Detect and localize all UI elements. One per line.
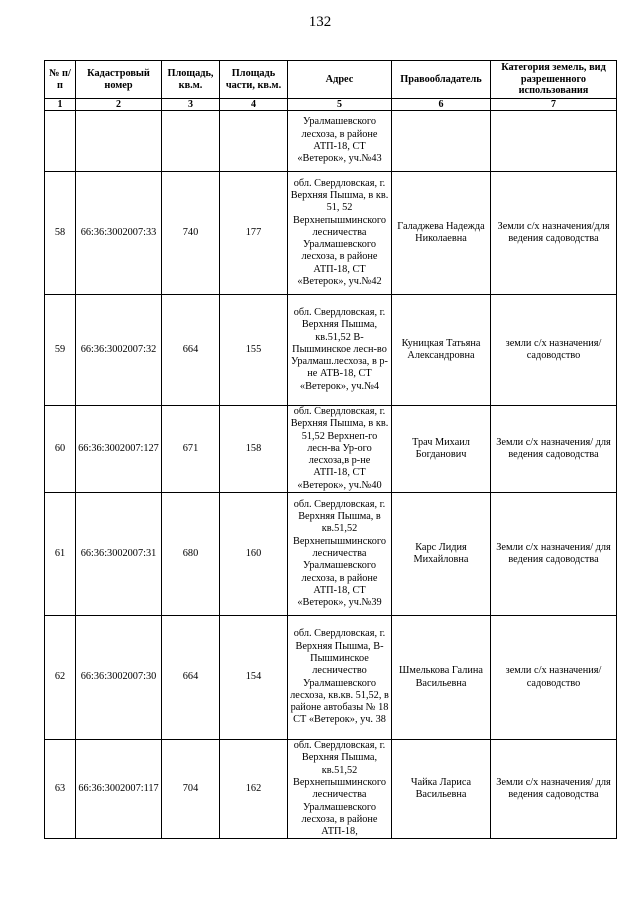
column-number-row — [45, 99, 617, 111]
header-cadastral: Кадастровый номер — [76, 61, 162, 99]
table-row — [45, 295, 617, 406]
column-number: 3 — [162, 99, 220, 111]
cell-owner: Карс Лидия Михайловна — [392, 493, 491, 616]
cell-address: обл. Свердловская, г. Верхняя Пышма, в кв. 51,52 Верхнеп-го лесн-ва Ур-ого лесхоза,в р-не АТП-18, СТ «Ветерок», уч.№40 — [288, 406, 392, 493]
cell-address: обл. Свердловская, г. Верхняя Пышма, В-Пышминское лесничество Уралмашевского лесхоза, кв.кв. 51,52, в районе автобазы № 18 СТ «Ветерок», уч. 38 — [288, 616, 392, 740]
header-part-area: Площадь части, кв.м. — [220, 61, 288, 99]
cell-area: 664 — [162, 295, 220, 406]
cell-num: 59 — [45, 295, 76, 406]
page-number: 132 — [308, 14, 332, 30]
cell-part-area — [220, 111, 288, 172]
cell-num: 63 — [45, 740, 76, 839]
cell-category: Земли с/х назначения/ для ведения садоводства — [491, 740, 617, 839]
land-register-table — [44, 60, 617, 839]
column-number: 1 — [45, 99, 76, 111]
table-row — [45, 616, 617, 740]
column-number: 7 — [491, 99, 617, 111]
cell-category: Земли с/х назначения/ для ведения садоводства — [491, 493, 617, 616]
cell-part-area: 154 — [220, 616, 288, 740]
column-number: 2 — [76, 99, 162, 111]
table-row — [45, 406, 617, 493]
cell-category: Земли с/х назначения/ для ведения садоводства — [491, 406, 617, 493]
cell-owner: Трач Михаил Богданович — [392, 406, 491, 493]
cell-num: 60 — [45, 406, 76, 493]
cell-area: 664 — [162, 616, 220, 740]
cell-category — [491, 111, 617, 172]
header-category: Категория земель, вид разрешенного использования — [491, 61, 617, 99]
column-number: 4 — [220, 99, 288, 111]
cell-category: земли с/х назначения/ садоводство — [491, 616, 617, 740]
header-row — [45, 61, 617, 99]
table-row — [45, 493, 617, 616]
cell-address: обл. Свердловская, г. Верхняя Пышма, кв.51,52 В-Пышминское лесн-во Уралмаш.лесхоза, в р-не АТВ-18, СТ «Ветерок», уч.№4 — [288, 295, 392, 406]
cell-num — [45, 111, 76, 172]
cell-part-area: 160 — [220, 493, 288, 616]
cell-category: земли с/х назначения/ садоводство — [491, 295, 617, 406]
cell-cadastral — [76, 111, 162, 172]
table-row — [45, 172, 617, 295]
cell-owner: Куницкая Татьяна Александровна — [392, 295, 491, 406]
header-area: Площадь, кв.м. — [162, 61, 220, 99]
cell-cadastral: 66:36:3002007:30 — [76, 616, 162, 740]
cell-area: 740 — [162, 172, 220, 295]
cell-cadastral: 66:36:3002007:127 — [76, 406, 162, 493]
cell-address: обл. Свердловская, г. Верхняя Пышма, в кв. 51, 52 Верхнепышминского лесничества Уралмашевского лесхоза, в районе АТП-18, СТ «Ветерок», уч.№42 — [288, 172, 392, 295]
cell-num: 61 — [45, 493, 76, 616]
cell-owner: Чайка Лариса Васильевна — [392, 740, 491, 839]
header-owner: Правообладатель — [392, 61, 491, 99]
cell-area: 680 — [162, 493, 220, 616]
cell-part-area: 162 — [220, 740, 288, 839]
cell-part-area: 158 — [220, 406, 288, 493]
table-row-continuation — [45, 111, 617, 172]
cell-num: 58 — [45, 172, 76, 295]
cell-address: Уралмашевского лесхоза, в районе АТП-18, СТ «Ветерок», уч.№43 — [288, 111, 392, 172]
cell-area — [162, 111, 220, 172]
cell-owner: Шмелькова Галина Васильевна — [392, 616, 491, 740]
column-number: 5 — [288, 99, 392, 111]
cell-area: 671 — [162, 406, 220, 493]
cell-area: 704 — [162, 740, 220, 839]
header-num: № п/п — [45, 61, 76, 99]
cell-cadastral: 66:36:3002007:32 — [76, 295, 162, 406]
cell-cadastral: 66:36:3002007:31 — [76, 493, 162, 616]
column-number: 6 — [392, 99, 491, 111]
cell-num: 62 — [45, 616, 76, 740]
cell-address: обл. Свердловская, г. Верхняя Пышма, кв.51,52 Верхнепышминского лесничества Уралмашевского лесхоза, в районе АТП-18, — [288, 740, 392, 839]
header-address: Адрес — [288, 61, 392, 99]
cell-address: обл. Свердловская, г. Верхняя Пышма, в кв.51,52 Верхнепышминского лесничества Уралмашевского лесхоза, в районе АТП-18, СТ «Ветерок», уч.№39 — [288, 493, 392, 616]
cell-part-area: 177 — [220, 172, 288, 295]
cell-owner — [392, 111, 491, 172]
cell-part-area: 155 — [220, 295, 288, 406]
cell-category: Земли с/х назначения/для ведения садоводства — [491, 172, 617, 295]
table-row — [45, 740, 617, 839]
cell-cadastral: 66:36:3002007:117 — [76, 740, 162, 839]
cell-cadastral: 66:36:3002007:33 — [76, 172, 162, 295]
cell-owner: Галаджева Надежда Николаевна — [392, 172, 491, 295]
